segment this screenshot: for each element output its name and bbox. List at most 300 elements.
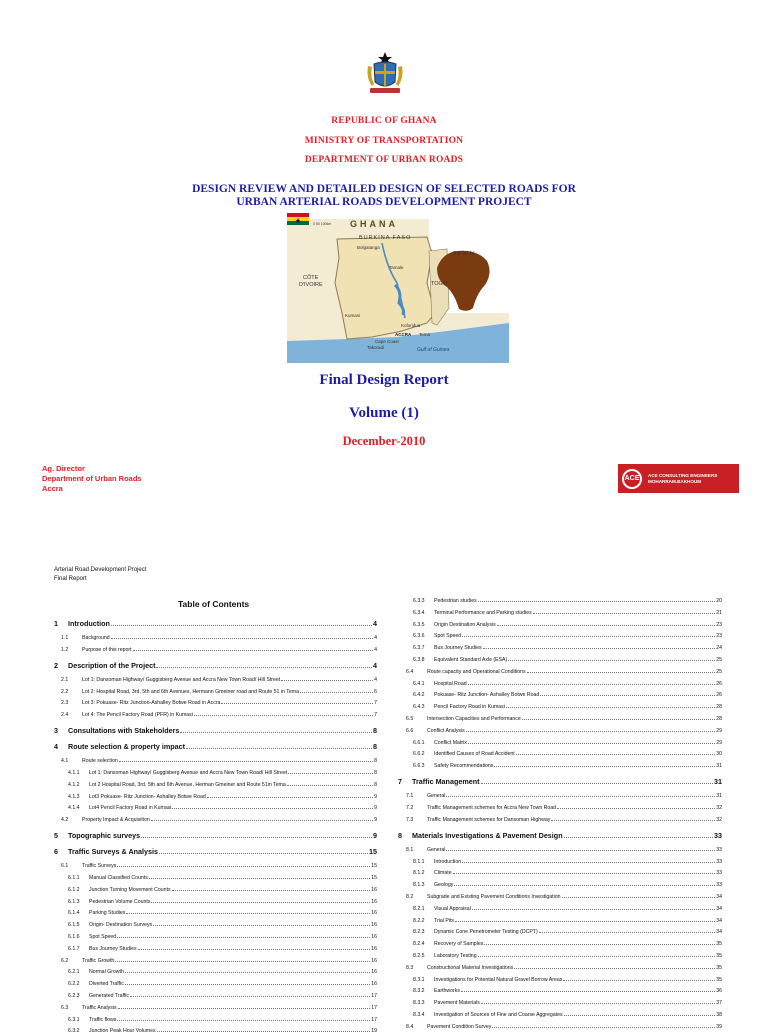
map-divoire-label: D'IVOIRE [299,282,323,288]
toc-entry-number: 6.3.3 [413,598,425,604]
toc-entry-number: 6.4.1 [413,680,425,687]
toc-entry-page: 8 [374,781,377,788]
toc-entry-leader [483,648,716,649]
report-title: Final Design Report [319,372,449,388]
toc-entry-title: Purpose of this report [82,646,132,653]
toc-entry[interactable] [413,975,722,983]
toc-entry-number: 5 [54,831,58,841]
toc-entry[interactable] [406,714,722,722]
toc-entry-number: 1.1 [61,635,69,641]
toc-entry-leader [281,680,373,681]
toc-entry-page: 7 [374,712,377,719]
toc-entry[interactable] [61,710,377,718]
toc-entry-page: 35 [716,976,722,983]
toc-entry-leader [119,761,373,762]
toc-entry-page: 35 [716,964,722,971]
toc-entry-page: 15 [371,863,377,870]
toc-entry[interactable] [68,1026,377,1034]
toc-entry-page: 4 [374,646,377,653]
toc-entry-leader [484,944,715,945]
toc-entry-title: Bus Journey Studies [434,645,482,652]
toc-entry-leader [494,766,715,767]
toc-entry-title: Conflict Analysis [427,727,465,734]
toc-entry[interactable] [398,775,722,786]
map-burkina-label: BURKINA FASO [359,235,412,241]
toc-entry-title: Traffic Surveys & Analysis [68,847,159,857]
toc-entry[interactable] [68,944,377,952]
toc-entry-number: 6.3.1 [68,1016,80,1023]
toc-entry-number: 1 [54,619,58,628]
toc-entry-page: 8 [374,758,377,765]
toc-entry-number: 2.4 [61,712,69,719]
toc-entry-page: 16 [371,981,377,988]
toc-entry-title: Traffic Management schemes for Dansoman Highway [427,816,551,823]
toc-entry[interactable] [413,880,722,888]
toc-entry-title: Manual Classified Counts [89,875,148,881]
toc-entry-title: Traffic Management schemes for Accra New Town Road [427,805,557,811]
toc-entry-page: 26 [716,692,722,699]
toc-entry[interactable] [61,698,377,706]
toc-entry-leader [454,885,715,886]
ace-logo [618,464,739,493]
toc-entry-title: Consultations with Stakeholders [68,726,180,736]
project-title-line2: URBAN ARTERIAL ROADS DEVELOPMENT PROJECT [236,196,532,208]
toc-entry[interactable] [68,920,377,928]
toc-entry[interactable] [406,726,722,734]
toc-entry-leader [133,650,374,651]
toc-entry[interactable] [68,768,377,776]
toc-entry[interactable] [54,740,377,751]
toc-entry-leader [472,909,715,910]
toc-entry[interactable] [413,631,722,639]
toc-entry-page: 4 [373,619,377,628]
toc-entry-page: 16 [371,945,377,952]
toc-entry-page: 9 [374,793,377,800]
toc-entry-leader [221,703,373,704]
toc-entry-title: Hospital Road [434,680,467,687]
map-tema-label: Tema [419,332,431,337]
toc-entry-number: 6.6.1 [413,739,425,746]
toc-entry-number: 6.6 [406,727,414,734]
toc-entry-leader [514,968,715,969]
toc-entry[interactable] [413,749,722,757]
toc-entry-leader [564,1015,716,1016]
toc-entry[interactable] [61,956,377,964]
toc-entry-title: Route capacity and Operational Conditions [427,668,526,675]
toc-entry-number: 4.1.1 [68,770,80,776]
toc-entry-leader [453,873,716,874]
toc-entry-page: 20 [716,598,722,604]
toc-entry-leader [492,1027,715,1028]
toc-entry-title: Spot Speed [89,934,117,940]
toc-entry-number: 6.2.2 [68,981,80,988]
toc-entry-number: 6.4.3 [413,704,425,711]
toc-entry-page: 39 [716,1023,722,1030]
toc-entry-page: 9 [373,831,377,841]
coat-of-arms-icon [364,50,406,96]
toc-entry-title: Recovery of Samples [434,941,484,948]
toc-entry-title: Dynamic Cone Penetrometer Testing (DCPT) [434,929,538,936]
toc-entry-number: 6.2.3 [68,993,80,999]
toc-entry[interactable] [61,675,377,683]
toc-entry[interactable] [61,687,377,695]
toc-entry-leader [527,672,716,673]
toc-entry-number: 8.2.1 [413,905,425,912]
toc-entry-number: 4.1 [61,758,69,765]
toc-entry[interactable] [406,667,722,675]
toc-entry-title: Laboratory Testing [434,953,477,959]
toc-entry-page: 17 [371,993,377,999]
toc-entry-title: Route selection [82,758,118,765]
toc-entry-page: 17 [371,1004,377,1011]
toc-entry-number: 6.5 [406,716,414,722]
toc-entry-leader [522,719,716,720]
toc-entry[interactable] [413,927,722,935]
toc-entry-title: Constructional Material Investigations [427,964,514,971]
toc-entry-number: 8.2.5 [413,953,425,959]
toc-entry-page: 16 [371,934,377,940]
toc-entry-number: 8.2 [406,894,414,900]
toc-entry-number: 7.1 [406,793,414,800]
toc-entry-page: 16 [371,910,377,917]
toc-entry-number: 8.3.2 [413,988,425,995]
toc-entry[interactable] [413,857,722,865]
toc-entry[interactable] [413,868,722,876]
toc-entry-leader [564,837,713,838]
toc-entry[interactable] [406,791,722,799]
toc-entry-title: Generated Traffic [89,993,129,999]
toc-entry-leader [117,937,370,938]
toc-entry-page: 16 [371,886,377,893]
toc-entry-number: 6.2 [61,957,69,964]
toc-entry-page: 28 [716,704,722,711]
toc-entry-leader [497,625,716,626]
toc-entry-number: 8.1.1 [413,858,425,865]
toc-entry-number: 6.1.5 [68,922,80,929]
toc-entry-title: Conflict Matrix [434,739,467,746]
toc-entry-title: Lot 3: Pokuase- Ritz Junction-Ashalley Botwe Road in Accra [82,700,221,707]
toc-entry-number: 8.1.3 [413,882,425,889]
toc-entry-leader [117,866,370,867]
toc-entry-page: 24 [716,645,722,652]
toc-entry-title: Terminal Performance and Parking studies [434,609,532,616]
map-koforidua-label: Koforidua [401,323,421,328]
toc-entry-leader [111,638,373,639]
toc-entry-leader [461,991,715,992]
toc-entry-page: 32 [716,816,722,823]
toc-entry-leader [516,754,715,755]
toc-entry[interactable] [54,829,377,840]
toc-entry-number: 3 [54,726,58,736]
toc-entry-title: Pavement Materials [434,1000,480,1007]
toc-entry-number: 7.2 [406,805,414,811]
toc-title: Table of Contents [178,599,250,609]
toc-entry-title: Origin- Destination Surveys [89,922,153,929]
toc-entry[interactable] [413,608,722,616]
toc-entry-number: 7.3 [406,816,414,823]
toc-entry[interactable] [68,1015,377,1023]
toc-entry-page: 4 [374,676,377,683]
toc-entry-title: Description of the Project [68,660,156,670]
toc-entry[interactable] [413,620,722,628]
map-title: GHANA [350,219,398,229]
toc-entry[interactable] [54,845,377,856]
toc-entry-number: 6.3.2 [68,1028,80,1034]
toc-entry-number: 8.1 [406,846,414,853]
toc-entry-page: 9 [374,805,377,812]
map-kumasi-label: Kumasi [345,313,361,318]
toc-entry-leader [172,890,371,891]
toc-entry-leader [207,797,373,798]
toc-entry-page: 30 [716,751,722,758]
toc-entry-page: 15 [369,847,377,857]
toc-entry-page: 16 [371,957,377,964]
toc-entry-leader [151,902,370,903]
logo-line2: MOHARRAM.BAKHOUM [648,478,702,484]
toc-entry-number: 8.2.2 [413,917,425,924]
toc-entry[interactable] [413,1010,722,1018]
toc-entry-number: 8.4 [406,1023,414,1030]
toc-entry-title: General [427,793,446,800]
toc-entry-page: 8 [373,742,377,752]
toc-entry[interactable] [413,986,722,994]
toc-entry-number: 6.1.3 [68,898,80,905]
toc-entry-leader [533,613,715,614]
toc-entry[interactable] [54,659,377,670]
toc-entry-title: Traffic Analysis [82,1004,117,1011]
running-header-project: Arterial Road Development Project [54,567,147,573]
map-cote-label: CÔTE [303,275,319,281]
toc-entry-leader [462,862,715,863]
toc-entry-number: 6.1.6 [68,934,80,940]
toc-entry-page: 25 [716,657,722,663]
toc-entry-number: 7 [398,777,402,787]
toc-entry-number: 1.2 [61,646,69,653]
toc-entry-title: Traffic Management [412,777,480,787]
toc-entry-number: 8.3.3 [413,1000,425,1007]
running-header-report: Final Report [54,576,87,582]
toc-entry-page: 9 [374,817,377,824]
toc-entry-page: 34 [716,917,722,924]
toc-entry-title: Lot3 Pokuase- Ritz Junction- Ashalley Botwe Road [89,793,206,800]
toc-entry[interactable] [413,690,722,698]
toc-entry-page: 33 [714,830,722,840]
toc-entry-title: Trial Pits [434,917,454,924]
toc-entry-leader [156,667,372,668]
toc-entry-number: 6.1.2 [68,886,80,893]
toc-entry[interactable] [398,829,722,840]
map-accra-label: ACCRA [395,332,412,337]
toc-entry-page: 16 [371,922,377,929]
toc-entry-leader [466,731,715,732]
toc-entry[interactable] [68,897,377,905]
toc-entry[interactable] [413,916,722,924]
toc-entry[interactable] [406,845,722,853]
toc-entry[interactable] [413,951,722,959]
toc-entry-title: Bus Journey Studies [89,945,137,952]
toc-entry-page: 6 [374,688,377,695]
toc-entry-title: Lot 4: The Pencil Factory Road (PFR) in Kumasi [82,712,193,719]
toc-entry-number: 6.6.2 [413,751,425,758]
toc-entry-page: 31 [716,763,722,770]
toc-entry[interactable] [413,679,722,687]
toc-entry-leader [149,878,370,879]
toc-entry[interactable] [54,617,377,628]
toc-entry-title: Materials Investigations & Pavement Design [412,830,563,840]
toc-entry[interactable] [413,643,722,651]
toc-entry-title: Climate [434,870,452,877]
republic-heading: REPUBLIC OF GHANA [331,116,437,126]
toc-entry-number: 6.1.7 [68,945,80,952]
toc-entry-page: 8 [373,726,377,736]
toc-entry-leader [288,773,373,774]
toc-entry-leader [551,820,715,821]
toc-entry-title: Introduction [68,619,110,628]
toc-entry-page: 15 [371,875,377,881]
toc-entry-title: Pedestrian Volume Counts [89,898,151,905]
toc-entry-number: 2.3 [61,700,69,707]
toc-entry-leader [446,796,715,797]
director-department: Department of Urban Roads [42,474,142,483]
map-togo-label: TOGO [431,281,448,287]
ghana-map [287,213,509,363]
toc-entry-title: Lot 2: Hospital Road, 3rd, 5th and 6th Avenues, Hermann Gmeiner road and Route 51 in Tema [82,688,299,695]
toc-entry-title: Topographic surveys [68,831,141,841]
toc-entry-number: 2.1 [61,676,69,683]
toc-entry-number: 4.1.4 [68,805,80,812]
toc-entry-title: Equivalent Standard Axle (ESA) [434,657,508,663]
toc-entry-page: 29 [716,727,722,734]
toc-entry[interactable] [61,633,377,641]
toc-entry[interactable] [61,645,377,653]
department-heading: DEPARTMENT OF URBAN ROADS [304,155,464,165]
toc-entry-leader [455,921,715,922]
toc-entry-leader [111,625,372,626]
toc-entry-title: Earthworks [434,988,460,995]
toc-entry-page: 8 [374,770,377,776]
toc-entry-title: Lot4 Pencil Factory Road in Kumasi [89,805,172,812]
toc-entry[interactable] [406,892,722,900]
toc-entry-leader [115,961,370,962]
toc-entry-title: Route selection & property impact [68,742,186,752]
toc-entry[interactable] [406,963,722,971]
toc-entry-number: 8 [398,830,402,840]
toc-entry-title: Pencil Factory Road in Kumasi [434,704,505,711]
toc-entry[interactable] [61,1003,377,1011]
toc-entry[interactable] [68,885,377,893]
toc-entry[interactable] [406,803,722,811]
toc-entry-page: 33 [716,846,722,853]
toc-entry-title: Investigation of Sources of Fine and Coarse Aggregates [434,1012,563,1018]
toc-entry[interactable] [68,979,377,987]
toc-entry-leader [557,808,715,809]
toc-entry-number: 2 [54,660,58,670]
toc-entry-number: 6.3.5 [413,621,425,628]
toc-entry-title: Lot 1: Dansoman Highway/ Guggisberg Avenue and Accra New Town Road/ Hill Street [89,770,288,776]
toc-entry[interactable] [68,873,377,881]
toc-entry-page: 16 [371,898,377,905]
toc-entry-leader [180,732,372,733]
toc-entry-title: Spot Speed [434,633,462,640]
toc-entry-page: 25 [716,668,722,675]
toc-entry-leader [508,660,715,661]
toc-entry[interactable] [68,991,377,999]
toc-entry-number: 6.3.8 [413,657,425,663]
toc-entry[interactable] [68,967,377,975]
toc-entry[interactable] [68,803,377,811]
toc-entry-leader [563,980,715,981]
toc-entry[interactable] [68,908,377,916]
ace-logo-icon: ACE [622,469,642,489]
toc-entry-title: Background [82,635,110,641]
toc-entry[interactable] [413,702,722,710]
toc-entry-page: 7 [374,700,377,707]
toc-entry-page: 33 [716,882,722,889]
toc-entry-leader [540,695,715,696]
toc-entry-title: Safety Recommendations [434,763,494,770]
toc-entry[interactable] [61,815,377,823]
toc-entry-number: 8.1.2 [413,870,425,877]
toc-entry[interactable] [413,738,722,746]
logo-line1: ACE CONSULTING ENGINEERS [648,472,718,478]
toc-entry[interactable] [413,761,722,769]
toc-entry-title: Traffic flows [89,1016,117,1023]
toc-entry-title: Junction Peak Hour Volumes [89,1028,156,1034]
toc-entry-leader [539,932,716,933]
toc-entry-title: Introduction [434,858,462,865]
toc-entry[interactable] [61,861,377,869]
toc-entry[interactable] [61,756,377,764]
toc-entry-leader [300,692,373,693]
toc-entry-number: 6 [54,847,58,857]
toc-entry-title: General [427,846,446,853]
toc-entry-page: 35 [716,941,722,948]
map-tamale-label: Tamale [389,265,404,270]
toc-entry-page: 33 [716,870,722,877]
toc-entry-number: 6.4.2 [413,692,425,699]
toc-entry-page: 37 [716,1000,722,1007]
map-scale: 0 50 100km [313,222,332,226]
toc-entry[interactable] [68,792,377,800]
toc-entry[interactable] [413,655,722,663]
map-gulf-label: Gulf of Guinea [417,347,450,353]
toc-entry[interactable] [413,904,722,912]
toc-entry[interactable] [68,932,377,940]
toc-entry-title: Property Impact & Acquisition [82,817,150,824]
toc-entry-leader [118,1008,371,1009]
report-date: December-2010 [342,434,426,448]
toc-entry-number: 6.3.4 [413,609,425,616]
toc-entry-leader [478,956,716,957]
toc-entry[interactable] [406,815,722,823]
toc-entry-leader [478,601,716,602]
toc-entry[interactable] [413,998,722,1006]
toc-entry[interactable] [54,724,377,735]
toc-entry[interactable] [413,596,722,604]
toc-entry[interactable] [68,780,377,788]
toc-entry[interactable] [406,1022,722,1030]
toc-entry-number: 6.1.1 [68,875,80,881]
toc-entry-number: 4.1.3 [68,793,80,800]
toc-entry-leader [481,783,714,784]
toc-entry-page: 34 [716,929,722,936]
toc-entry-title: Parking Studies [89,910,126,917]
toc-entry-title: Pavement Condition Survey [427,1023,492,1030]
toc-entry-number: 8.3 [406,964,414,971]
toc-entry-leader [157,1031,371,1032]
toc-entry-leader [506,707,715,708]
toc-entry[interactable] [413,939,722,947]
